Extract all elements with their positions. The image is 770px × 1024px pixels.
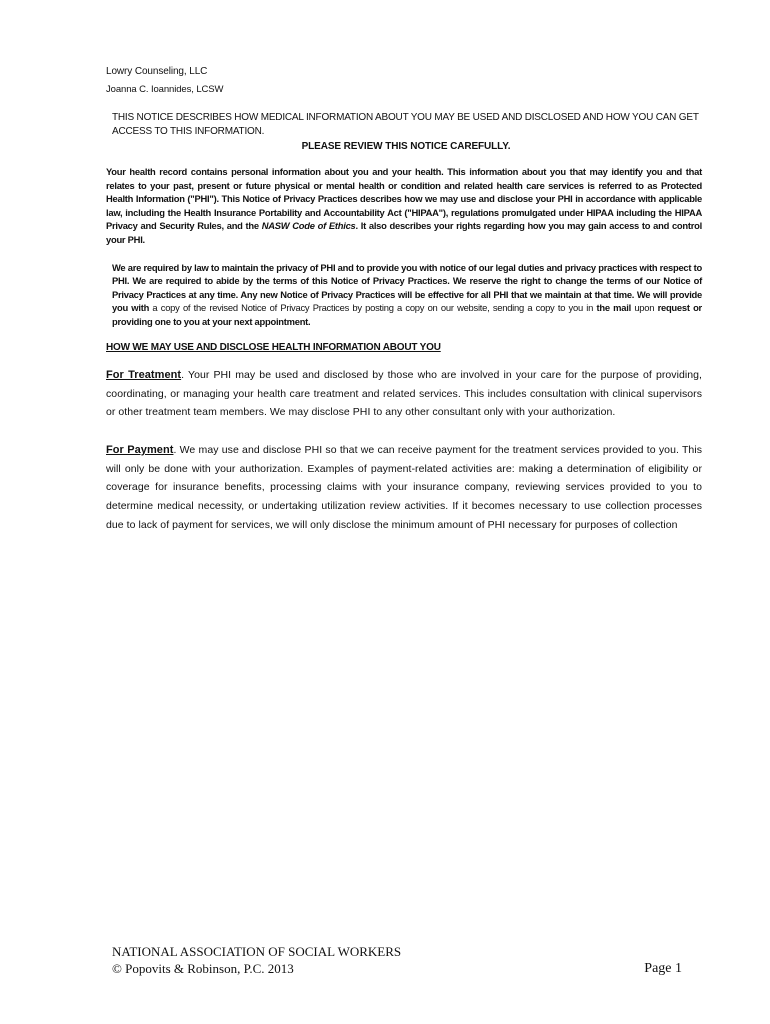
intro-text-a: Your health record contains personal information about you and your health. This information about you that may identify you and that relates to your past, present or future physical or mental health or condition and related health care services is referred to as Protected Health Information ("PHI"). This Notice of Privacy Practices describes how we may use and disclose your PHI in accordance with applicable law, including the Health Insurance Portability and Accountability Act ("HIPAA"), regulations promulgated under HIPAA including the HIPAA Privacy and Security Rules, and the bbox=[106, 166, 702, 232]
nasw-code-title: NASW Code of Ethics bbox=[261, 220, 356, 232]
section-heading: HOW WE MAY USE AND DISCLOSE HEALTH INFORMATION ABOUT YOU bbox=[106, 342, 441, 353]
legal-text-b: a copy of the revised Notice of Privacy Practices by posting a copy on our website, sending a copy to you in bbox=[149, 302, 597, 314]
payment-paragraph bbox=[106, 441, 702, 535]
payment-label: For Payment bbox=[106, 444, 174, 456]
legal-text-d: upon bbox=[630, 302, 658, 314]
footer-org: NATIONAL ASSOCIATION OF SOCIAL WORKERS bbox=[112, 944, 402, 959]
practice-name: Lowry Counseling, LLC bbox=[106, 66, 208, 77]
page-footer bbox=[112, 943, 682, 977]
notice-statement: THIS NOTICE DESCRIBES HOW MEDICAL INFORMATION ABOUT YOU MAY BE USED AND DISCLOSED AND HOW YOU CAN GET ACCESS TO THIS INFORMATION. bbox=[112, 112, 699, 137]
legal-duties-paragraph bbox=[112, 261, 702, 328]
treatment-paragraph bbox=[106, 366, 702, 422]
treatment-text: . Your PHI may be used and disclosed by those who are involved in your care for the purpose of providing, coordinating, or managing your health care treatment and related services. This includes consultation with clinical supervisors or other treatment team members. We may disclose PHI to any other consultant only with your authorization. bbox=[106, 369, 702, 419]
clinician-name: Joanna C. Ioannides, LCSW bbox=[106, 84, 224, 95]
intro-text-b: . It also describes your rights regarding how you may gain access to and control your PHI. bbox=[106, 220, 702, 245]
legal-text-a: We are required by law to maintain the privacy of PHI and to provide you with notice of our legal duties and privacy practices with respect to PHI. We are required to abide by the terms of this Notice of Privacy Practices. We reserve the right to change the terms of our Notice of Privacy Practices at any time. Any new Notice of Privacy Practices will be effective for all PHI that we maintain at that time. We will provide you with bbox=[112, 262, 702, 314]
footer-copyright: © Popovits & Robinson, P.C. 2013 bbox=[112, 961, 294, 976]
review-heading: PLEASE REVIEW THIS NOTICE CAREFULLY. bbox=[301, 141, 511, 152]
page-number: Page 1 bbox=[644, 961, 682, 976]
legal-text-e: request or providing one to you at your next appointment. bbox=[112, 302, 702, 327]
intro-paragraph bbox=[106, 165, 702, 247]
payment-text: . We may use and disclose PHI so that we can receive payment for the treatment services provided to you. This will only be done with your authorization. Examples of payment-related activities are: making a determination of eligibility or coverage for insurance benefits, processing claims with your insurance company, reviewing services provided to you to determine medical necessity, or undertaking utilization review activities. If it becomes necessary to use collection processes due to lack of payment for services, we will only disclose the minimum amount of PHI necessary for purposes of collection bbox=[106, 444, 702, 531]
legal-text-c: the mail bbox=[596, 302, 631, 314]
treatment-label: For Treatment bbox=[106, 369, 182, 381]
